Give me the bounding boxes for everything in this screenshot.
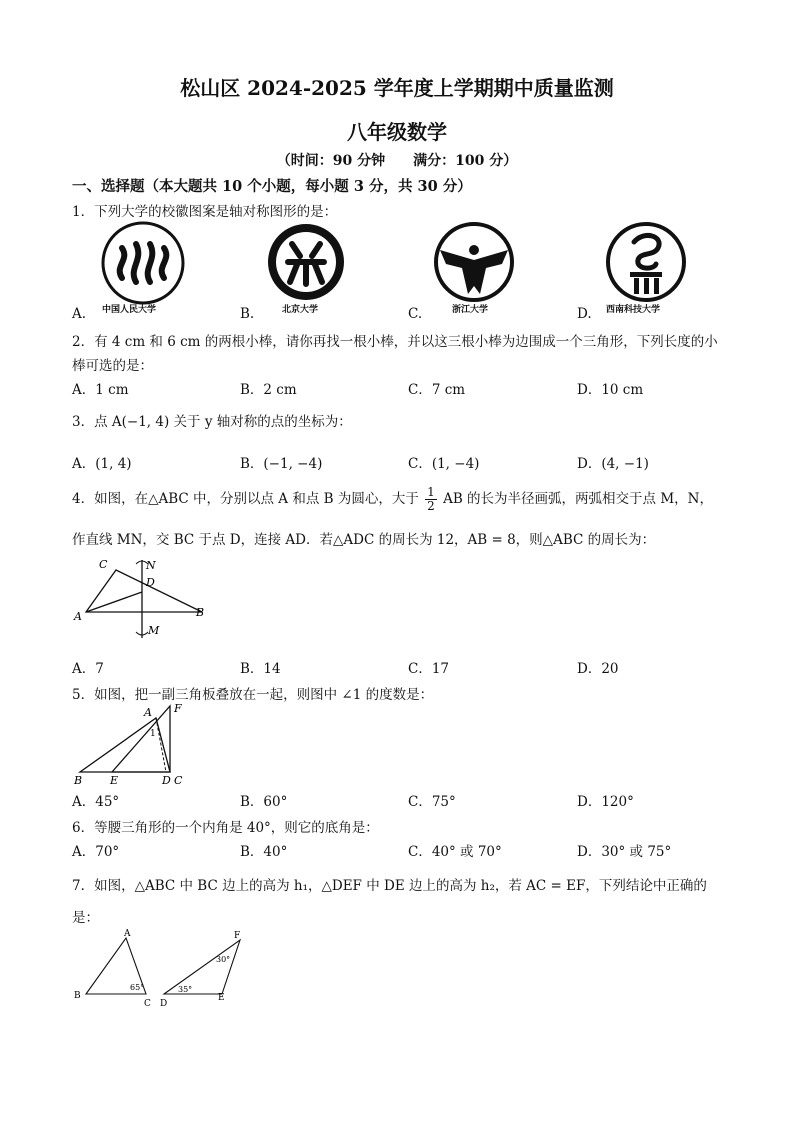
q7-label-c: C (144, 999, 151, 1009)
q4-label-a: A (74, 610, 82, 623)
q5-option-c: C．75° (408, 794, 456, 810)
q3-option-a: A．(1, 4) (72, 456, 132, 472)
q4-label-n: N (146, 559, 156, 572)
q5-option-b: B．60° (240, 794, 288, 810)
q7-figure (72, 926, 262, 1014)
q6-option-d: D．30° 或 75° (577, 844, 672, 860)
q7-angle-f: 30° (216, 955, 231, 964)
q1-caption-c: 浙江大学 (452, 305, 489, 315)
q6-option-b: B．40° (240, 844, 288, 860)
q5-label-e: E (110, 774, 119, 786)
q1-option-d: D. (577, 306, 592, 322)
q7-label-d: D (160, 999, 168, 1009)
q5-label-1: 1 (150, 729, 156, 739)
q3-option-b: B．(−1, −4) (240, 456, 323, 472)
q4-line1-part-b: AB 的长为半径画弧，两弧相交于点 M，N， (443, 491, 713, 507)
q5-label-a: A (144, 706, 152, 719)
q1-caption-b: 北京大学 (282, 305, 319, 315)
q7-label-b: B (74, 991, 81, 1001)
q1-caption-a: 中国人民大学 (102, 305, 157, 315)
q1-option-b: B. (240, 306, 255, 322)
q1-option-c: C. (408, 306, 423, 322)
renmin-logo (100, 220, 186, 306)
q2-option-d: D．10 cm (577, 382, 644, 398)
q4-line1-part-a: 4．如图，在△ABC 中，分别以点 A 和点 B 为圆心，大于 (72, 491, 419, 507)
q5-option-a: A．45° (72, 794, 120, 810)
q5-label-f: F (174, 702, 182, 715)
q2-option-a: A．1 cm (72, 382, 129, 398)
q7-label-e: E (218, 993, 225, 1003)
q3-option-c: C．(1, −4) (408, 456, 480, 472)
question-2-line2: 棒可选的是： (72, 358, 153, 374)
question-1-text: 1．下列大学的校徽图案是轴对称图形的是： (72, 204, 338, 220)
q4-label-c: C (99, 558, 108, 571)
peking-logo (266, 222, 346, 302)
q5-figure (72, 702, 202, 786)
q7-angle-d: 35° (178, 985, 193, 994)
question-6-text: 6．等腰三角形的一个内角是 40°，则它的底角是： (72, 820, 379, 836)
q7-label-a: A (124, 929, 131, 939)
q5-label-c: C (174, 774, 183, 786)
exam-subtitle: 八年级数学 (347, 120, 447, 144)
q7-angle-c: 65° (130, 983, 145, 992)
q5-option-d: D．120° (577, 794, 634, 810)
swust-logo (604, 220, 688, 304)
q1-caption-d: 西南科技大学 (606, 305, 661, 315)
q5-label-b: B (74, 774, 83, 786)
q4-frac-num: 1 (427, 485, 435, 499)
q4-label-d: D (146, 576, 155, 589)
q1-option-a: A. (72, 306, 87, 322)
question-7-line1: 7．如图，△ABC 中 BC 边上的高为 h₁，△DEF 中 DE 边上的高为 h₂，若 AC = EF，下列结论中正确的 (72, 878, 707, 894)
q5-label-d: D (162, 774, 171, 786)
q4-option-b: B．14 (240, 661, 281, 677)
q7-label-f: F (234, 931, 241, 941)
q4-fraction (425, 486, 437, 513)
zhejiang-logo (432, 220, 516, 304)
q4-label-b: B (196, 606, 205, 619)
q3-option-d: D．(4, −1) (577, 456, 649, 472)
q4-option-c: C．17 (408, 661, 450, 677)
q2-option-c: C．7 cm (408, 382, 466, 398)
exam-meta: （时间：90 分钟 满分：100 分） (276, 153, 518, 169)
q4-option-d: D．20 (577, 661, 619, 677)
question-3-text: 3．点 A(−1, 4) 关于 y 轴对称的点的坐标为： (72, 414, 352, 430)
q4-frac-den: 2 (427, 499, 435, 513)
exam-title: 松山区 2024-2025 学年度上学期期中质量监测 (180, 76, 614, 100)
question-4-line2: 作直线 MN，交 BC 于点 D，连接 AD．若△ADC 的周长为 12，AB = 8，则△ABC 的周长为： (72, 532, 656, 548)
q2-option-b: B．2 cm (240, 382, 297, 398)
question-5-text: 5．如图，把一副三角板叠放在一起，则图中 ∠1 的度数是： (72, 687, 434, 703)
question-4-line1 (72, 486, 713, 513)
q6-option-a: A．70° (72, 844, 120, 860)
q6-option-c: C．40° 或 70° (408, 844, 502, 860)
q4-label-m: M (148, 624, 160, 637)
q4-figure (72, 556, 212, 646)
question-7-line2: 是： (72, 910, 99, 926)
question-2-line1: 2．有 4 cm 和 6 cm 的两根小棒，请你再找一根小棒，并以这三根小棒为边围成一个三角形，下列长度的小 (72, 334, 718, 350)
q4-option-a: A．7 (72, 661, 104, 677)
section-heading: 一、选择题（本大题共 10 个小题，每小题 3 分，共 30 分） (72, 178, 472, 195)
